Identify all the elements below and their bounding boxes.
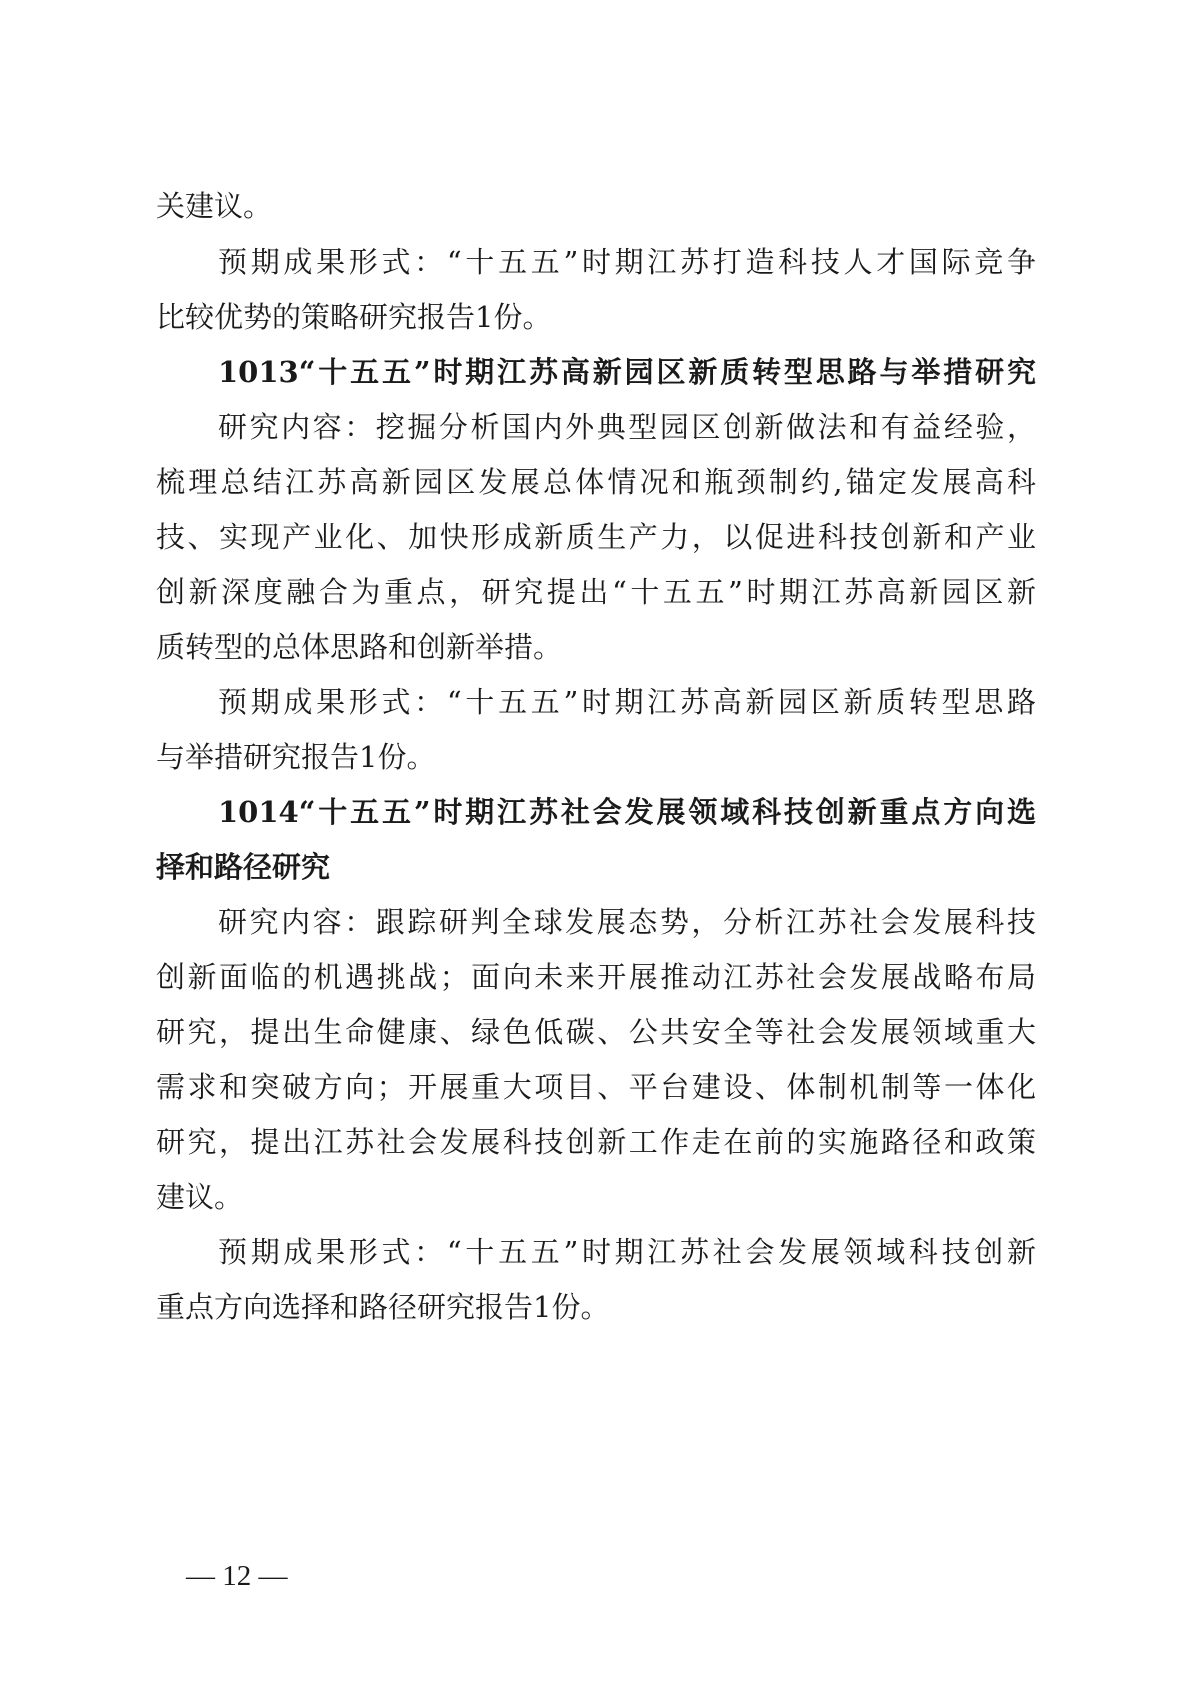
paragraph-line: 与举措研究报告1份。 <box>156 740 436 774</box>
paragraph-line: 创新深度融合为重点，研究提出“十五五”时期江苏高新园区新 <box>156 575 1036 609</box>
paragraph-line: 比较优势的策略研究报告1份。 <box>156 300 552 334</box>
paragraph-line: 关建议。 <box>156 189 273 223</box>
section-heading-1014: 1014“十五五”时期江苏社会发展领域科技创新重点方向选 <box>218 795 1036 829</box>
section-heading-1013: 1013“十五五”时期江苏高新园区新质转型思路与举措研究 <box>218 355 1036 389</box>
paragraph-line: 预期成果形式：“十五五”时期江苏高新园区新质转型思路 <box>218 685 1036 719</box>
paragraph-line: 研究，提出江苏社会发展科技创新工作走在前的实施路径和政策 <box>156 1125 1036 1159</box>
section-heading-1014-cont: 择和路径研究 <box>156 850 331 884</box>
page-number: — 12 — <box>186 1560 288 1592</box>
paragraph-line: 重点方向选择和路径研究报告1份。 <box>156 1290 610 1324</box>
paragraph-line: 梳理总结江苏高新园区发展总体情况和瓶颈制约,锚定发展高科 <box>156 465 1036 499</box>
paragraph-line: 创新面临的机遇挑战；面向未来开展推动江苏社会发展战略布局 <box>156 960 1036 994</box>
paragraph-line: 研究，提出生命健康、绿色低碳、公共安全等社会发展领域重大 <box>156 1015 1036 1049</box>
paragraph-line: 质转型的总体思路和创新举措。 <box>156 630 563 664</box>
paragraph-line: 研究内容：跟踪研判全球发展态势，分析江苏社会发展科技 <box>218 905 1036 939</box>
paragraph-line: 建议。 <box>156 1180 244 1214</box>
paragraph-line: 需求和突破方向；开展重大项目、平台建设、体制机制等一体化 <box>156 1070 1036 1104</box>
paragraph-line: 预期成果形式：“十五五”时期江苏社会发展领域科技创新 <box>218 1235 1036 1269</box>
paragraph-line: 技、实现产业化、加快形成新质生产力，以促进科技创新和产业 <box>156 520 1036 554</box>
paragraph-line: 研究内容：挖掘分析国内外典型园区创新做法和有益经验， <box>218 410 1036 444</box>
paragraph-line: 预期成果形式：“十五五”时期江苏打造科技人才国际竞争 <box>218 245 1036 279</box>
